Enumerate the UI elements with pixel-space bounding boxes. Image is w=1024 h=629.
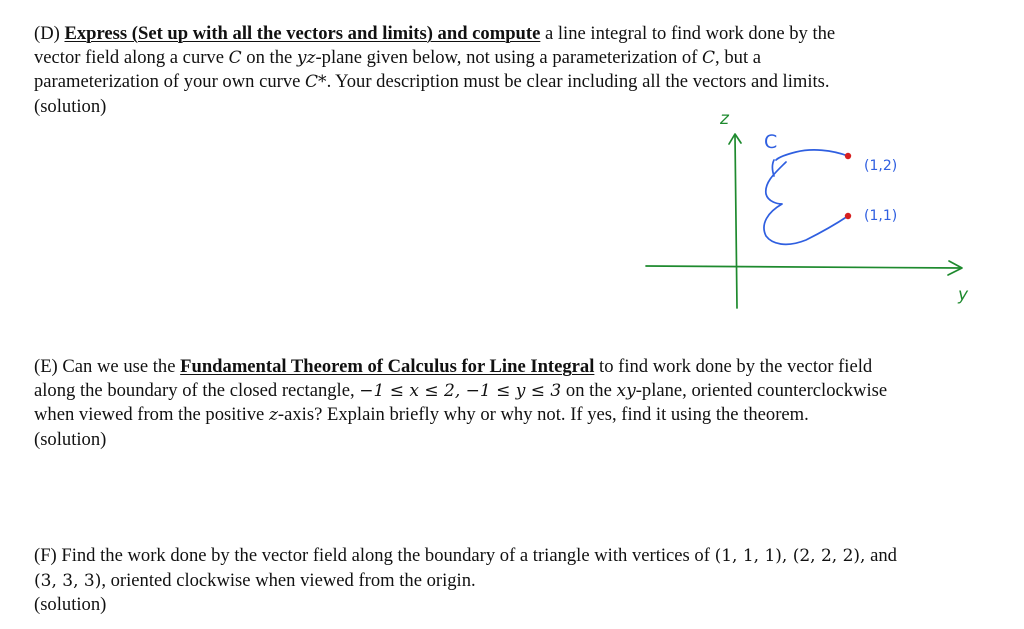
part-f-solution: (solution) <box>34 594 107 615</box>
math-c-star: C* <box>305 72 327 92</box>
part-e-line2-a: along the boundary of the closed rectangle, <box>34 379 360 401</box>
math-c: C <box>228 47 242 68</box>
part-d-line2-b: on the <box>241 46 297 68</box>
part-e-line-1 <box>34 355 887 379</box>
part-f-line2-rest: , oriented clockwise when viewed from the origin. <box>101 569 476 591</box>
part-e-label: (E) <box>34 356 58 377</box>
part-f-line1-end: and <box>865 545 897 566</box>
part-d-bold-phrase: Express (Set up with all the vectors and limits) and compute <box>64 23 541 44</box>
part-e-bold-phrase: Fundamental Theorem of Calculus for Line Integral <box>180 356 595 377</box>
part-e-line3-rest: -axis? Explain briefly why or why not. If yes, find it using the theorem. <box>277 404 809 425</box>
curve-label: C <box>764 131 778 153</box>
z-axis-line <box>735 136 737 308</box>
part-e-solution: (solution) <box>34 428 107 450</box>
endpoint-top <box>845 153 851 159</box>
endpoint-bottom <box>845 213 851 219</box>
z-axis-label: z <box>720 109 729 129</box>
part-d-line1-text: a line integral to find work done by the <box>540 23 836 44</box>
y-axis-label: y <box>958 285 969 305</box>
y-axis-line <box>646 266 961 268</box>
point-top-label: (1,2) <box>864 158 898 174</box>
math-xy: xy <box>616 380 636 401</box>
part-e-line2-b: on the <box>561 379 617 401</box>
part-d-solution: (solution) <box>34 95 107 117</box>
math-z: z <box>268 405 278 425</box>
part-d-line2-a: vector field along a curve <box>34 46 229 68</box>
part-e-line-2 <box>34 379 887 404</box>
part-f-question <box>34 544 897 617</box>
part-d-line-1 <box>34 22 835 46</box>
curve-c <box>764 150 848 244</box>
math-yz: yz <box>296 47 316 68</box>
part-d-line-3 <box>34 70 835 95</box>
part-d-line2-rest: -plane given below, not using a parameterization of <box>315 46 703 68</box>
math-vertices: (1, 1, 1), (2, 2, 2), <box>714 546 866 566</box>
part-e-line1-a: Can we use the <box>57 356 181 377</box>
part-d-line3-a: parameterization of your own curve <box>34 71 306 92</box>
part-d-label: (D) <box>34 23 60 44</box>
part-f-line1-a: (F) Find the work done by the vector field along the boundary of a triangle with vertices of <box>34 545 715 566</box>
part-f-line-2 <box>34 569 897 594</box>
part-d-line-2 <box>34 46 835 71</box>
part-e-line2-rest: -plane, oriented counterclockwise <box>635 379 888 401</box>
point-bottom-label: (1,1) <box>864 208 898 224</box>
part-e-question <box>34 355 887 451</box>
math-c-2: C <box>702 47 716 68</box>
math-vertex-3: (3, 3, 3) <box>34 570 102 591</box>
part-e-line3-a: when viewed from the positive <box>34 404 269 425</box>
part-d-line2-end: , but a <box>715 46 762 68</box>
part-e-line-3 <box>34 403 887 428</box>
part-e-line1-rest: to find work done by the vector field <box>594 356 873 377</box>
part-f-line-1 <box>34 544 897 569</box>
curve-sketch <box>636 100 976 318</box>
math-inequality: −1 ≤ x ≤ 2, −1 ≤ y ≤ 3 <box>359 380 562 401</box>
part-d-line3-rest: . Your description must be clear including all the vectors and limits. <box>326 71 830 92</box>
